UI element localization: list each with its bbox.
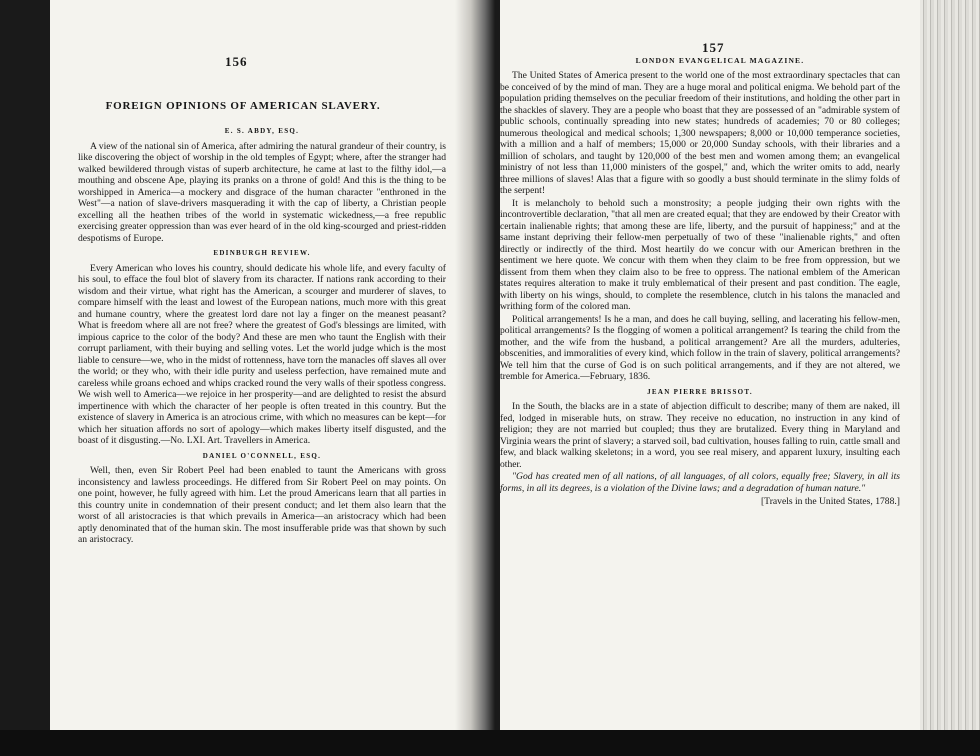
attribution-abdy: E. S. ABDY, ESQ. <box>224 127 300 135</box>
page-stack-edge <box>920 0 980 756</box>
right-column <box>500 70 900 508</box>
page-heading: FOREIGN OPINIONS OF AMERICAN SLAVERY. <box>105 100 381 112</box>
paragraph-magazine-2: It is melancholy to behold such a monstrosity; a people judging their own rights with the incontrovertible declaration, "that all men are created equal; that they are endowed by their Creator with certain inalienable rights; that among these are life, liberty, and the pursuit of happiness;" and at the same instant depriving their fellow-men perpetually of two of these "inalienable rights," and often directly or indirectly of the third. Most heartily do we concur with our American brethren in the sentiment we here quote. We concur with them when they claim to be free from oppression, but we dissent from them when they claim also to be free to oppress. The national emblem of the American states requires alteration to make it truly emblematical of their present and past condition. The eagle, with liberty on his wings, should, to complete the resemblence, clutch in his talons the manacled and writhing form of the colored man. <box>500 197 900 312</box>
scan-bottom-border <box>0 730 980 756</box>
paragraph-magazine-1: The United States of America present to the world one of the most extraordinary spectacles that can be conceived of by the mind of man. They are a huge moral and political enigma. We behold part of the population priding themselves on the peculiar freedom of their institutions, and holding the other part in the shackles of slavery. They are a people who boast that they are possessed of an "admirable system of public schools, continually spreading into new states; hundreds of academies; 70 or 80 colleges; numerous theological and medical schools; 1,300 newspapers; 8,000 or 10,000 temperance societies, with a million and a half of members; 15,000 or 20,000 Sunday schools, with their libraries and a million of scholars, and taught by 120,000 of the best men and women among them; an evangelical ministry of not less than 11,000 ministers of the gospel," and, which the writer omits to add, nearly three millions of slaves! Alas that a figure with so goodly a bust should terminate in the slimy folds of the serpent! <box>500 70 900 196</box>
paragraph-oconnell: Well, then, even Sir Robert Peel had been enabled to taunt the Americans with gross inconsistency and lawless proceedings. He differed from Sir Robert Peel on may points. On one point, however, he fully agreed with him. Let the proud Americans learn that all parties in this country unite in condemnation of their present conduct; and let them also learn that the worst of all aristocracies is that which prevails in America—an aristocracy which had been aptly denominated that of the human skin. The most insufferable pride was that shown by such an aristocracy. <box>78 465 446 545</box>
paragraph-brissot-1: In the South, the blacks are in a state of abjection difficult to describe; many of them are naked, ill fed, lodged in miserable huts, on straw. They receive no education, no instruction in any kind of religion; they are not married but coupled; thus they are brutalized. Every thing in Maryland and Virginia wears the print of slavery; a starved soil, bad cultivation, houses falling to ruin, cattle small and few, and black walking skeletons; in a word, you see real misery, and apparent luxury, insulting each other. <box>500 401 900 470</box>
paragraph-brissot-quote: "God has created men of all nations, of all languages, of all colors, equally free; Slavery, in all its forms, in all its degrees, is a violation of the Divine laws; and a degradation of human nature." <box>500 471 900 494</box>
right-page <box>500 0 920 730</box>
paragraph-abdy: A view of the national sin of America, after admiring the natural grandeur of their country, is like discovering the object of worship in the old temples of Egypt; where, after the stranger had walked bewildered through vistas of superb architecture, he came at last to the filthy idol,—a mouthing and obscene Ape, playing its pranks on a throne of gold! And this is the thing to be worshipped in America—a mockery and disgrace of the human character "enthroned in the West"—a nation of slave-drivers masquerading it with the cap of liberty, a Christian people excelling all the heathen tribes of the world in systematic wickedness,—a free republic exercising greater oppression than was ever heard of in the old king-scourged and priest-ridden despotisms of Europe. <box>78 140 446 244</box>
book-gutter <box>455 0 495 756</box>
attribution-oconnell: DANIEL O'CONNELL, ESQ. <box>202 451 322 460</box>
attribution-edinburgh-review: EDINBURGH REVIEW. <box>213 249 311 257</box>
paragraph-magazine-3: Political arrangements! Is he a man, and does he call buying, selling, and lacerating his fellow-men, political arrangements? Is the flogging of women a political arrangement? Is tearing the child from the mother, and the wife from the husband, a political arrangement? Are all the murders, adulteries, obscenities, and immoralities of every kind, which follow in the train of slavery, political arrangements? We tell him that the curse of God is on such political arrangements, and if they are not altered, we tremble for America.—February, 1836. <box>500 313 900 382</box>
left-page <box>50 0 470 730</box>
right-page-number: 157 <box>702 40 725 55</box>
source-citation: [Travels in the United States, 1788.] <box>760 496 900 507</box>
left-column <box>78 122 446 547</box>
attribution-brissot: JEAN PIERRE BRISSOT. <box>647 387 753 396</box>
paragraph-edinburgh-review: Every American who loves his country, should dedicate his whole life, and every faculty of his soul, to efface the foul blot of slavery from its character. If nations rank according to their wisdom and their virtue, what right has the American, a scourger and murderer of slaves, to compare himself with the least and lowest of the European nations, much more with this great and humane country, where the greatest lord dare not lay a finger on the meanest peasant? What is freedom where all are not free? where the greatest of God's blessings are limited, with impious caprice to the color of the body? And these are men who taunt the English with their corrupt parliament, with their buying and selling votes. Let the world judge which is the most liable to censure—we, who in the midst of rottenness, have torn the manacles off slaves all over the world; or they who, with their idle purity and useless perfection, have remained mute and careless while groans echoed and whips cracked round the very walls of their spotless congress. We wish well to America—we rejoice in her prosperity—and are delighted to resist the absurd impertinence with which the character of her people is often treated in this country. But the existence of slavery in America is an atrocious crime, with which no measures can be kept—for which her situation affords no sort of apology—which makes liberty itself disgusted, and the boast of it disgusting.—No. LXI. Art. Travellers in America. <box>78 262 447 446</box>
left-page-number: 156 <box>225 54 248 69</box>
running-head: LONDON EVANGELICAL MAGAZINE. <box>635 56 805 65</box>
